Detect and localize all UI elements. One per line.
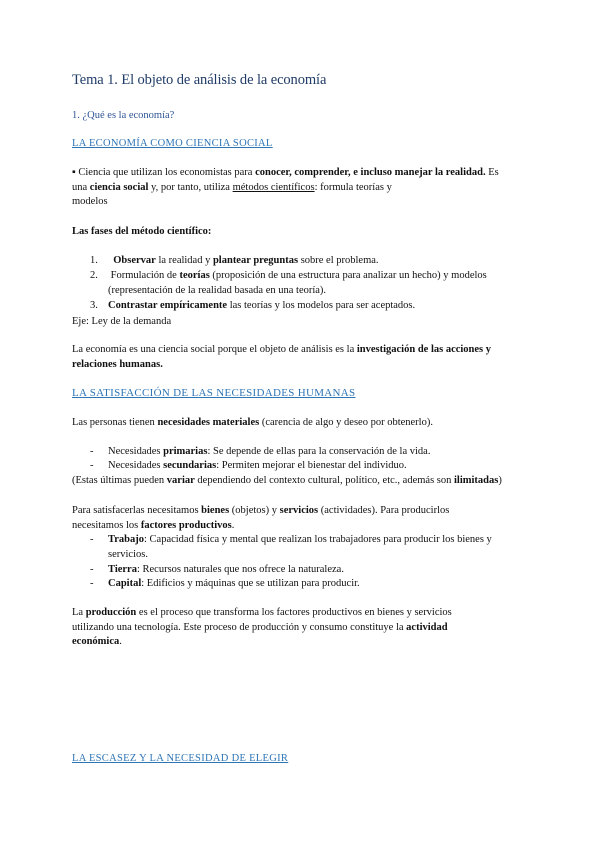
definition-line-1: ▪ Ciencia que utilizan los economistas para conocer, comprender, e incluso manejar la realidad. Es bbox=[72, 167, 499, 178]
section-heading-escasez: LA ESCASEZ Y LA NECESIDAD DE ELEGIR bbox=[72, 753, 289, 764]
satisfacer-paragraph: Para satisfacerlas necesitamos bienes (objetos) y servicios (actividades). Para producirlos necesitamos los factores productivos. bbox=[72, 505, 450, 531]
section-heading-necesidades: LA SATISFACCIÓN DE LAS NECESIDADES HUMANAS bbox=[72, 387, 356, 399]
produccion-paragraph: La producción es el proceso que transforma los factores productivos en bienes y servicios utilizando una tecnología. Este proceso de producción y consumo constituye la actividad económica. bbox=[72, 607, 452, 647]
fases-heading: Las fases del método científico: bbox=[72, 226, 212, 237]
needs-note: (Estas últimas pueden variar dependiendo del contexto cultural, político, etc., además son ilimitadas) bbox=[72, 475, 502, 486]
subheading: 1. ¿Qué es la economía? bbox=[72, 110, 175, 121]
fase-item-2: 2. Formulación de teorías (proposición de una estructura para analizar un hecho) y modelos (representación de la realidad basada en una teoría). bbox=[90, 270, 487, 296]
factor-item-tierra: - Tierra: Recursos naturales que nos ofrece la naturaleza. bbox=[90, 564, 344, 575]
page-title: Tema 1. El objeto de análisis de la economía bbox=[72, 72, 327, 88]
definition-line-2: una ciencia social y, por tanto, utiliza métodos científicos: formula teorías y bbox=[72, 181, 392, 193]
definition-line-3: modelos bbox=[72, 196, 108, 207]
conclusion-paragraph: La economía es una ciencia social porque el objeto de análisis es la investigación de las acciones y relaciones humanas. bbox=[72, 344, 492, 370]
need-item-secundarias: - Necesidades secundarias: Permiten mejorar el bienestar del individuo. bbox=[90, 460, 407, 471]
necesidades-intro: Las personas tienen necesidades materiales (carencia de algo y deseo por obtenerlo). bbox=[72, 417, 433, 428]
bullet-icon: ▪ bbox=[72, 167, 76, 178]
factor-item-capital: - Capital: Edificios y máquinas que se utilizan para producir. bbox=[90, 578, 360, 589]
definition-paragraph bbox=[72, 166, 532, 210]
fase-item-1: 1. Observar la realidad y plantear preguntas sobre el problema. bbox=[90, 255, 379, 266]
ejemplo-line: Eje: Ley de la demanda bbox=[72, 316, 172, 327]
need-item-primarias: - Necesidades primarias: Se depende de ellas para la conservación de la vida. bbox=[90, 446, 431, 457]
fase-item-3: 3. Contrastar empíricamente las teorías y los modelos para ser aceptados. bbox=[90, 300, 416, 311]
factor-item-trabajo: - Trabajo: Capacidad física y mental que realizan los trabajadores para producir los bienes y servicios. bbox=[90, 534, 492, 560]
section-heading-ciencia-social: LA ECONOMÍA COMO CIENCIA SOCIAL bbox=[72, 138, 273, 149]
